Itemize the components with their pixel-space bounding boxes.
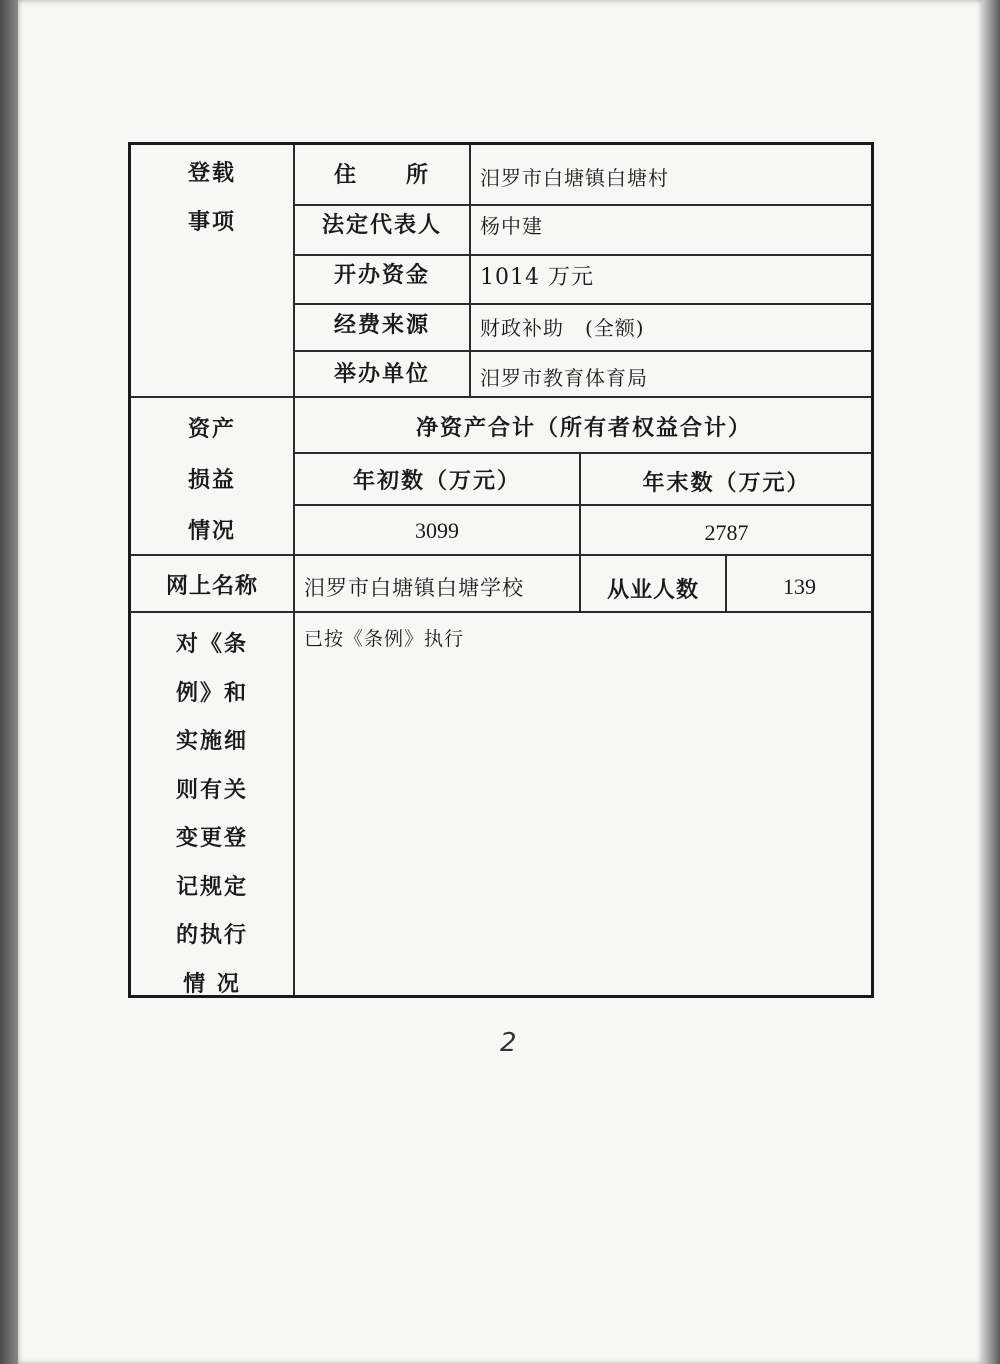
online-name-label: 网上名称 (165, 573, 258, 599)
table-divider (295, 452, 872, 454)
table-divider (295, 303, 872, 305)
end-year-value: 2787 (704, 520, 749, 545)
page-edge-right (982, 0, 1000, 1364)
table-divider (295, 504, 872, 506)
funding-label: 经费来源 (333, 312, 430, 338)
regulation-value: 已按《条例》执行 (304, 628, 465, 650)
online-name-value: 汨罗市白塘镇白塘学校 (304, 576, 524, 600)
staff-label: 从业人数 (606, 577, 699, 603)
capital-label: 开办资金 (333, 262, 430, 288)
funding-value: 财政补助 (全额) (480, 316, 645, 340)
assets-section-label: 资产 损益 情况 (187, 416, 236, 544)
sponsor-value: 汨罗市教育体育局 (480, 366, 648, 390)
sponsor-label: 举办单位 (333, 361, 430, 387)
table-divider (469, 145, 471, 397)
table-divider (131, 554, 872, 556)
table-divider (293, 145, 295, 995)
page-edge-left (0, 0, 18, 1364)
legal-rep-value: 杨中建 (480, 214, 543, 238)
staff-value: 139 (783, 574, 816, 599)
regulation-section-label: 对《条 例》和 实施细 则有关 变更登 记规定 的执行 情 况 (175, 631, 248, 997)
table-divider (295, 350, 872, 352)
net-assets-header: 净资产合计（所有者权益合计） (415, 415, 752, 441)
table-divider (131, 396, 872, 398)
address-label: 住 所 (333, 162, 430, 188)
end-year-label: 年末数（万元） (642, 470, 811, 496)
begin-year-label: 年初数（万元） (352, 468, 521, 494)
table-divider (295, 204, 872, 206)
table-divider (131, 611, 872, 613)
table-divider (295, 254, 872, 256)
legal-rep-label: 法定代表人 (321, 212, 442, 238)
capital-value: 1014 万元 (480, 265, 594, 290)
address-value: 汨罗市白塘镇白塘村 (480, 166, 669, 190)
registration-section-label: 登载 事项 (187, 160, 236, 235)
begin-year-value: 3099 (415, 518, 459, 543)
page-number: 2 (500, 1028, 517, 1058)
